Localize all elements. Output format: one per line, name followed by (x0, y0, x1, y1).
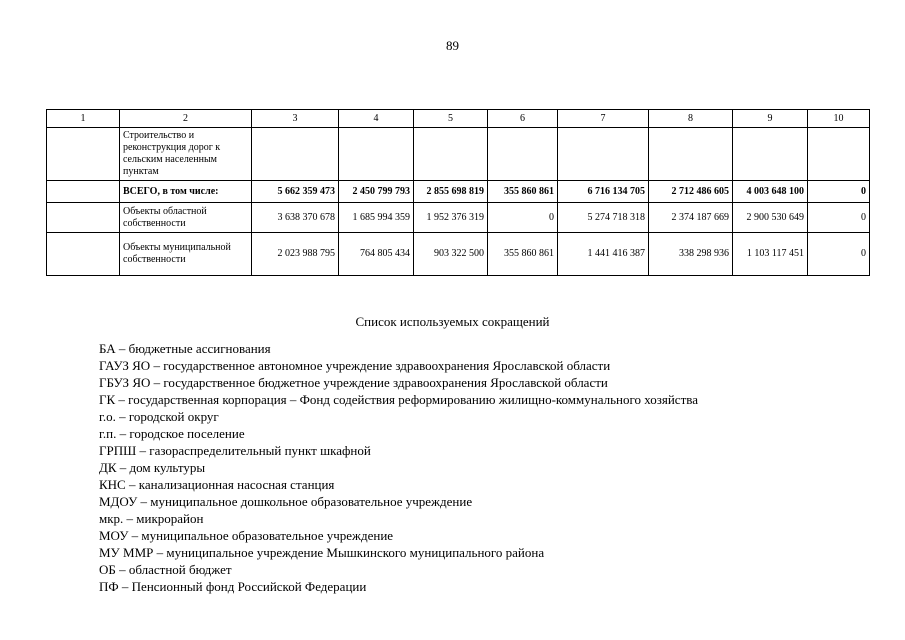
table-cell (252, 128, 339, 181)
list-item: ГК – государственная корпорация – Фонд содействия реформированию жилищно-коммунального хозяйства (99, 392, 698, 407)
budget-table (46, 109, 870, 276)
table-cell: 1 441 416 387 (558, 233, 649, 276)
table-cell (414, 128, 488, 181)
header-cell: 9 (733, 110, 808, 128)
table-cell: 2 712 486 605 (649, 181, 733, 203)
table-cell (47, 233, 120, 276)
header-cell: 3 (252, 110, 339, 128)
table-cell: 0 (808, 181, 870, 203)
table-cell: 1 685 994 359 (339, 203, 414, 233)
row-name: Строительство и реконструкция дорог к сельским населенным пунктам (120, 128, 252, 181)
table-cell: 2 450 799 793 (339, 181, 414, 203)
table-row-total (47, 181, 870, 203)
table-cell: 903 322 500 (414, 233, 488, 276)
table-cell: 355 860 861 (488, 181, 558, 203)
list-item: ПФ – Пенсионный фонд Российской Федерации (99, 579, 367, 594)
list-item: ДК – дом культуры (99, 460, 206, 475)
table-cell: 6 716 134 705 (558, 181, 649, 203)
list-item: г.п. – городское поселение (99, 426, 245, 441)
list-item: КНС – канализационная насосная станция (99, 477, 335, 492)
table-cell: 338 298 936 (649, 233, 733, 276)
table-cell: 2 855 698 819 (414, 181, 488, 203)
header-cell: 8 (649, 110, 733, 128)
table-cell (808, 128, 870, 181)
table-cell: 355 860 861 (488, 233, 558, 276)
header-cell: 2 (120, 110, 252, 128)
list-item: МОУ – муниципальное образовательное учреждение (99, 528, 394, 543)
table-cell: 5 274 718 318 (558, 203, 649, 233)
table-cell: 0 (808, 203, 870, 233)
abbreviations-list (99, 340, 889, 595)
table-cell: 5 662 359 473 (252, 181, 339, 203)
abbreviations-title: Список используемых сокращений (355, 314, 550, 329)
list-item: БА – бюджетные ассигнования (99, 341, 271, 356)
table-row (47, 203, 870, 233)
header-cell: 5 (414, 110, 488, 128)
table-cell (47, 203, 120, 233)
table-cell: 2 900 530 649 (733, 203, 808, 233)
table-cell: 4 003 648 100 (733, 181, 808, 203)
header-cell: 6 (488, 110, 558, 128)
row-name: Объекты муниципальной собственности (120, 233, 252, 276)
list-item: ГБУЗ ЯО – государственное бюджетное учреждение здравоохранения Ярославской области (99, 375, 608, 390)
table-cell (488, 128, 558, 181)
row-name: ВСЕГО, в том числе: (120, 181, 252, 203)
table-cell: 0 (808, 233, 870, 276)
list-item: ГРПШ – газораспределительный пункт шкафной (99, 443, 371, 458)
table-cell (47, 128, 120, 181)
header-cell: 1 (47, 110, 120, 128)
table-cell (339, 128, 414, 181)
table-cell: 0 (488, 203, 558, 233)
header-cell: 4 (339, 110, 414, 128)
table-cell (558, 128, 649, 181)
table-row (47, 233, 870, 276)
table-cell (649, 128, 733, 181)
table-cell (47, 181, 120, 203)
row-name: Объекты областной собственности (120, 203, 252, 233)
header-cell: 7 (558, 110, 649, 128)
list-item: ГАУЗ ЯО – государственное автономное учреждение здравоохранения Ярославской области (99, 358, 611, 373)
table-row (47, 128, 870, 181)
list-item: МУ ММР – муниципальное учреждение Мышкинского муниципального района (99, 545, 545, 560)
list-item: г.о. – городской округ (99, 409, 219, 424)
header-cell: 10 (808, 110, 870, 128)
table-cell (733, 128, 808, 181)
page-number: 89 (446, 38, 459, 53)
table-cell: 3 638 370 678 (252, 203, 339, 233)
list-item: МДОУ – муниципальное дошкольное образовательное учреждение (99, 494, 473, 509)
table-cell: 1 952 376 319 (414, 203, 488, 233)
table-cell: 1 103 117 451 (733, 233, 808, 276)
table-cell: 764 805 434 (339, 233, 414, 276)
table-cell: 2 023 988 795 (252, 233, 339, 276)
table-cell: 2 374 187 669 (649, 203, 733, 233)
list-item: ОБ – областной бюджет (99, 562, 232, 577)
list-item: мкр. – микрорайон (99, 511, 204, 526)
table-header-row (47, 110, 870, 128)
